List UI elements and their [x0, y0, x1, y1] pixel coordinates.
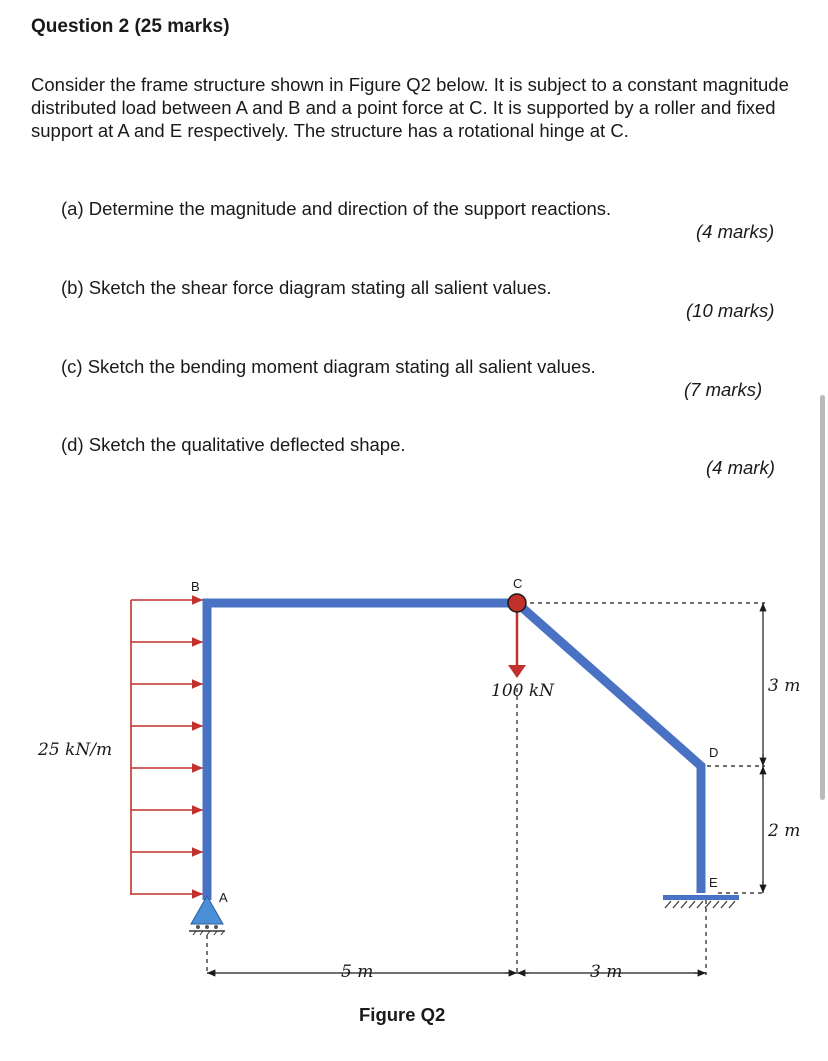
part-b-marks: (10 marks)	[686, 300, 775, 321]
fixed-support-e	[663, 895, 739, 908]
dimension-3m-v-label: 3 m	[768, 676, 801, 696]
point-load-arrowhead	[508, 665, 526, 678]
label-c: C	[513, 576, 523, 591]
label-b: B	[191, 579, 200, 594]
point-load-label: 100 kN	[491, 681, 555, 701]
part-b-text: (b) Sketch the shear force diagram stating all salient values.	[61, 277, 552, 298]
part-c-text: (c) Sketch the bending moment diagram stating all salient values.	[61, 356, 596, 377]
frame-members	[207, 603, 701, 900]
dimension-5m-label: 5 m	[341, 962, 374, 982]
part-a-text: (a) Determine the magnitude and direction of the support reactions.	[61, 198, 612, 219]
part-d-marks: (4 mark)	[706, 457, 775, 478]
hinge-c	[508, 594, 526, 612]
dimension-guides	[207, 603, 765, 975]
distributed-load	[131, 600, 203, 895]
dimension-2m-label: 2 m	[768, 821, 801, 841]
part-c-marks: (7 marks)	[684, 379, 763, 400]
label-e: E	[709, 875, 718, 890]
dimension-3m-h-label: 3 m	[590, 962, 623, 982]
question-intro: Consider the frame structure shown in Figure Q2 below. It is subject to a constant magnitude distributed load between A and B and a point force at C. It is supported by a roller and fixed support at A and E respectively. The structure has a rotational hinge at C.	[31, 74, 789, 141]
question-title: Question 2 (25 marks)	[31, 16, 230, 37]
part-d-text: (d) Sketch the qualitative deflected shape.	[61, 434, 406, 455]
label-a: A	[219, 890, 228, 905]
label-d: D	[709, 745, 719, 760]
part-a-marks: (4 marks)	[696, 221, 775, 242]
figure-caption: Figure Q2	[359, 1004, 446, 1025]
distributed-load-label: 25 kN/m	[38, 740, 113, 760]
frame-figure	[0, 560, 828, 990]
